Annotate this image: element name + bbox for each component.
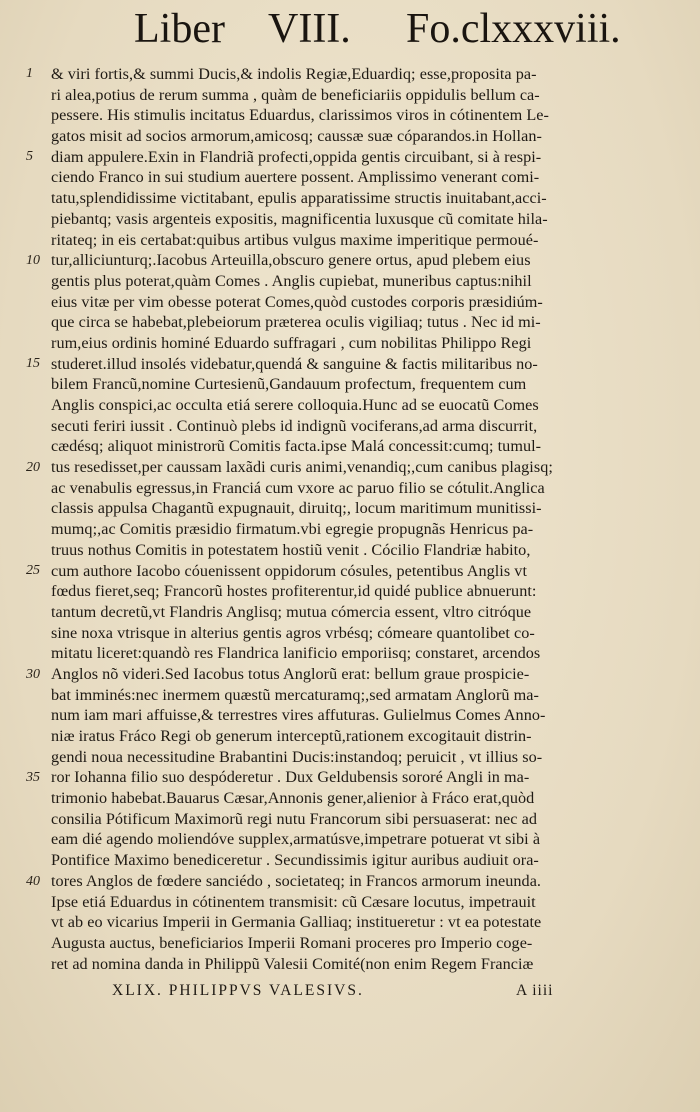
text-line: ritateq; in eis certabat:quibus artibus vulgus maxime imperitique permoué- <box>51 230 539 249</box>
line-number: 15 <box>26 356 40 371</box>
text-line: ac venabulis egressus,in Franciá cum vxore ac paruo filio se cótulit.Anglica <box>51 478 545 497</box>
text-line: bilem Francũ,nomine Curtesienũ,Gandauum profectum, frequentem cum <box>51 375 527 394</box>
header-liber: Liber <box>134 6 225 52</box>
text-line: rum,eius ordinis hominé Eduardo suffragari , cum nobilitas Philippo Regi <box>51 333 532 352</box>
running-footer <box>112 982 582 1004</box>
text-line: secuti feriri iussit . Continuò plebs id indignũ vociferans,ad arma discurrit, <box>51 416 538 435</box>
text-line: Anglos nõ videri.Sed Iacobus totus Anglorũ erat: bellum graue prospicie- <box>51 664 530 683</box>
text-line: pessere. His stimulis incitatus Eduardus, clarissimos viros in cótinentem Le- <box>51 106 549 125</box>
line-number: 25 <box>26 563 40 578</box>
line-number: 20 <box>26 460 40 475</box>
text-line: tatu,splendidissime victitabant, epulis apparatissime structis inuitabant,acci- <box>51 189 547 208</box>
text-line: & viri fortis,& summi Ducis,& indolis Regiæ,Eduardiq; esse,proposita pa- <box>51 65 537 83</box>
line-number: 40 <box>26 874 40 889</box>
text-line: cædésq; aliquot ministrorũ Comitis facta.ipse Malá concessit:cumq; tumul- <box>51 437 542 456</box>
text-line: Pontifice Maximo benediceretur . Secundissimis igitur auribus audiuit ora- <box>51 851 539 870</box>
text-line: gentis plus poterat,quàm Comes . Anglis cupiebat, muneribus captus:nihil <box>51 271 532 290</box>
text-line: Ipse etiá Eduardus in cótinentem transmisit: cũ Cæsare locutus, impetrauit <box>51 892 536 911</box>
text-line: trimonio habebat.Bauarus Cæsar,Annonis gener,alienior à Fráco erat,quòd <box>51 789 535 808</box>
text-line: mitatu liceret:quandò res Flandrica lanificio emporiisq; constaret, arcendos <box>51 644 541 663</box>
text-line: classis appulsa Chagantũ expugnauit, diruitq;, locum maritimum munitissi- <box>51 499 542 518</box>
text-line: mumq;,ac Comitis præsidio firmatum.vbi egregie propugnãs Henricus pa- <box>51 520 534 539</box>
text-line: sine noxa vtrisque in alterius gentis agros vrbésq; cómeare quantolibet co- <box>51 623 535 642</box>
text-line: truus nothus Comitis in potestatem hostiũ venit . Cócilio Flandriæ habito, <box>51 540 531 559</box>
text-line: cum authore Iacobo cóuenissent oppidorum cósules, petentibus Anglis vt <box>51 561 527 580</box>
text-line: fœdus fieret,seq; Francorũ hostes profiterentur,id quidé publice abnuerunt: <box>51 582 537 601</box>
text-line: ror Iohanna filio suo despóderetur . Dux Geldubensis sororé Angli in ma- <box>51 768 530 787</box>
signature-mark: A iiii <box>516 982 554 999</box>
text-line: tur,alliciunturq;.Iacobus Arteuilla,obscuro genere ortus, apud plebem eius <box>51 251 531 270</box>
text-line: tores Anglos de fœdere sanciédo , societateq; in Francos armorum ineunda. <box>51 871 542 890</box>
body-text <box>51 64 611 974</box>
text-line: eius vitæ per vim obesse poterat Comes,quòd custodes corporis præsidiúm- <box>51 292 543 311</box>
text-line: piebantq; vasis argenteis expositis, magnificentia luxusque cũ comitate hila- <box>51 209 548 228</box>
footer-title: XLIX. PHILIPPVS VALESIVS. <box>112 982 364 999</box>
header-book-number: VIII. <box>268 6 351 52</box>
text-line: gatos misit ad socios armorum,amicosq; caussæ suæ cóparandos.in Hollan- <box>51 127 542 146</box>
text-line: niæ iratus Fráco Regi ob generum interceptũ,rationem excogitauit distrin- <box>51 727 532 745</box>
running-header <box>130 4 630 54</box>
line-number: 10 <box>26 253 40 268</box>
text-line: eam dié agendo moliendóve supplex,armatúsve,impetrare potuerat vt sibi à <box>51 830 541 849</box>
header-folio: Fo.clxxxviii. <box>406 6 621 52</box>
text-line: bat imminés:nec inermem quæstũ mercaturamq;,sed armatam Anglorũ ma- <box>51 685 539 704</box>
text-line: tus resedisset,per caussam laxãdi curis animi,venandiq;,cum canibus plagisq; <box>51 458 553 477</box>
text-line: ciendo Franco in sui studium auertere possent. Amplissimo venerant comi- <box>51 168 540 187</box>
text-line: gendi noua necessitudine Brabantini Ducis:instandoq; peruicit , vt illius so- <box>51 747 543 766</box>
text-line: ret ad nomina danda in Philippũ Valesii Comité(non enim Regem Franciæ <box>51 954 534 973</box>
text-line: que circa se habebat,plebeiorum præterea oculis vigiliaq; tutus . Nec id mi- <box>51 313 541 332</box>
line-number: 5 <box>26 149 33 164</box>
line-number: 30 <box>26 667 40 682</box>
text-line: Augusta auctus, beneficiarios Imperii Romani proceres pro Imperio coge- <box>51 933 533 952</box>
text-line: tantum decretũ,vt Flandris Anglisq; mutua cómercia essent, vltro citróque <box>51 602 532 621</box>
line-number: 1 <box>26 66 33 81</box>
text-line: Anglis conspici,ac occulta etiá serere colloquia.Hunc ad se euocatũ Comes <box>51 396 539 414</box>
text-line: consilia Pótificum Maximorũ regi nutu Francorum sibi persuaserat: nec ad <box>51 809 537 828</box>
text-line: studeret.illud insolés videbatur,quendá & sanguine & factis militaribus no- <box>51 354 538 373</box>
text-line: num iam mari affuisse,& terrestres vires affuturas. Gulielmus Comes Anno- <box>51 706 546 725</box>
line-number: 35 <box>26 770 40 785</box>
text-line: ri alea,potius de rerum summa , quàm de beneficiariis oppidulis bellum ca- <box>51 85 540 104</box>
text-line: diam appulere.Exin in Flandriã profecti,oppida gentis circuibant, si à respi- <box>51 147 542 166</box>
text-line: vt ab eo vicarius Imperii in Germania Galliaq; institueretur : vt ea potestate <box>51 913 542 932</box>
